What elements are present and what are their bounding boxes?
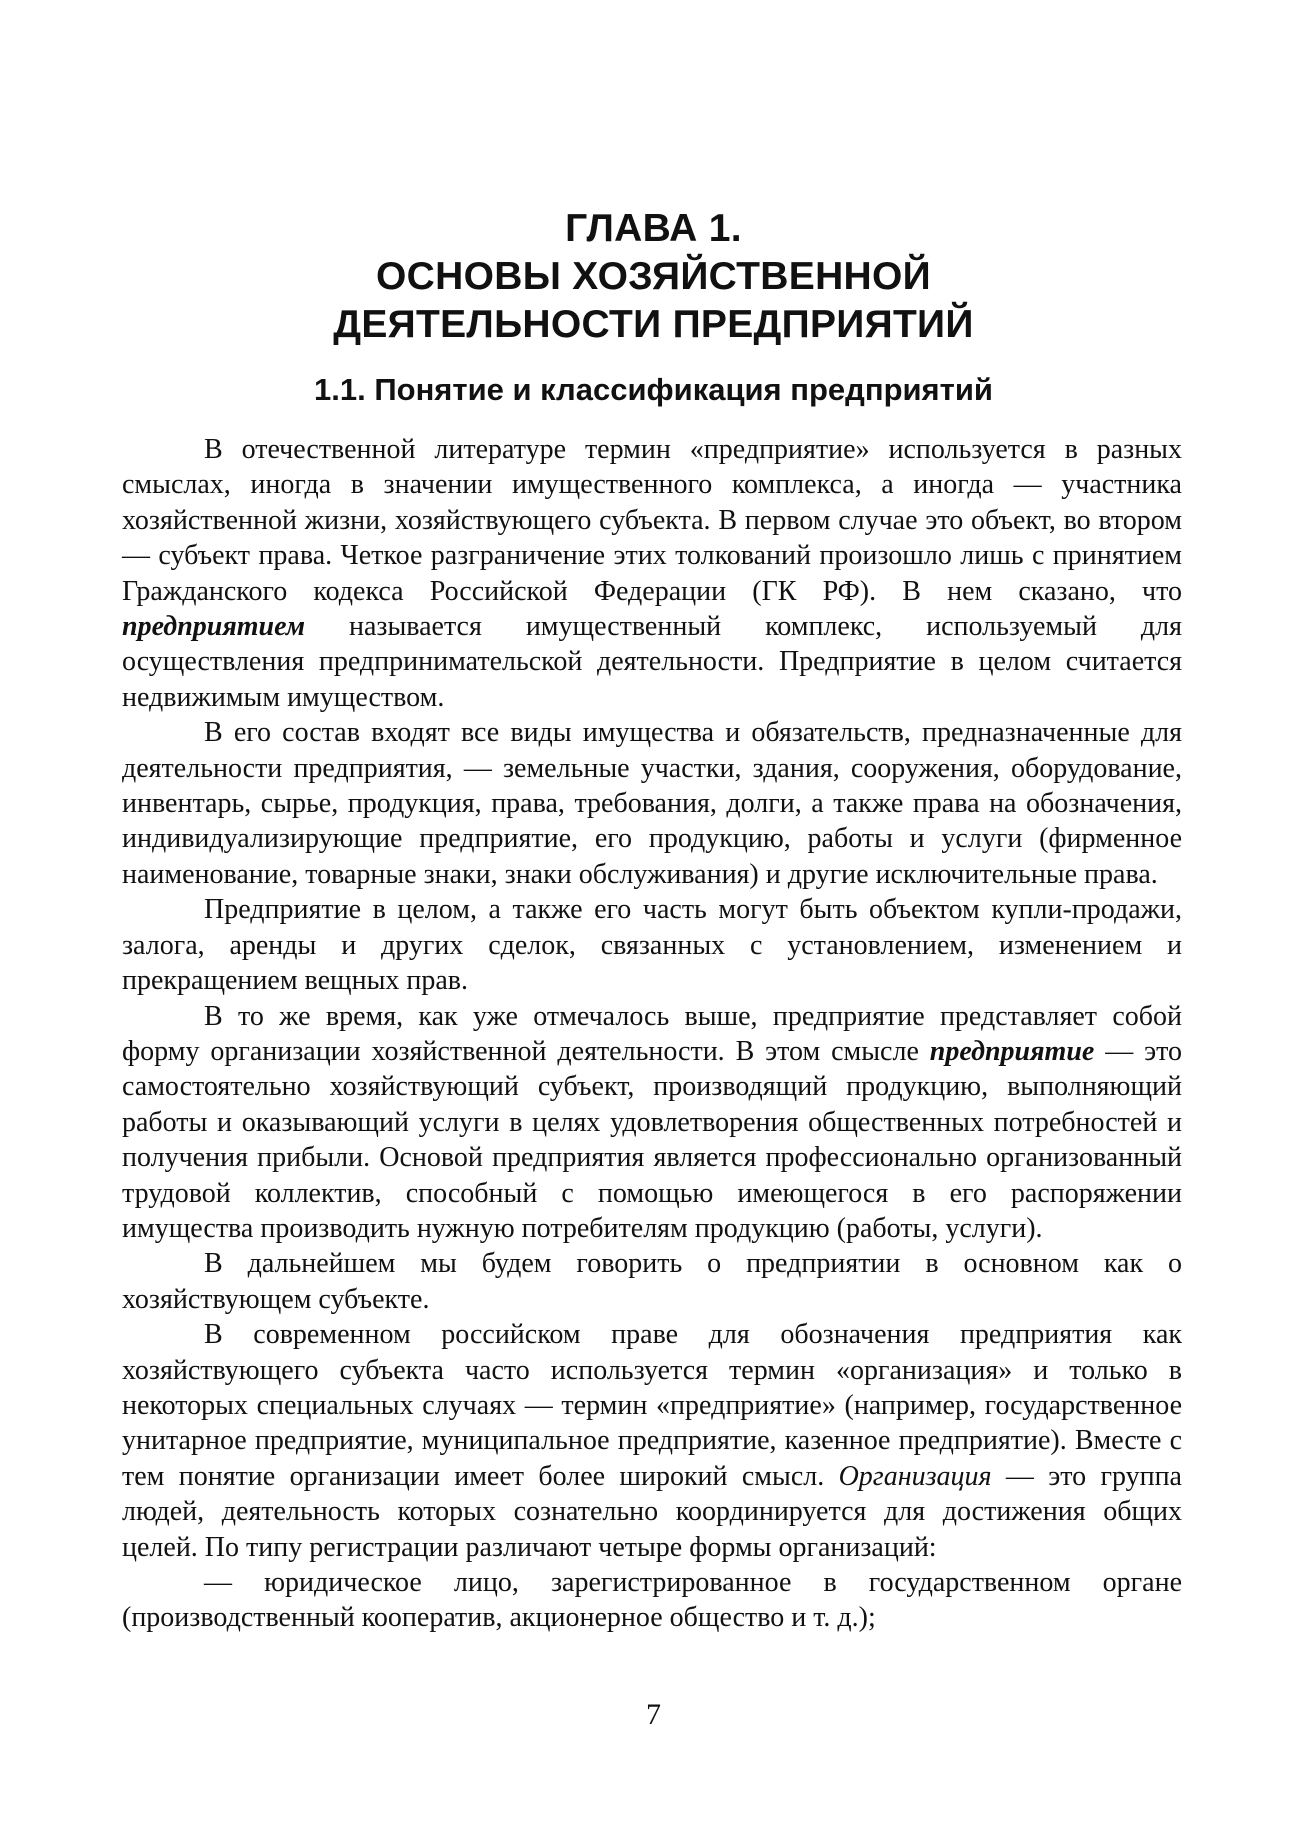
paragraph-6 — [122, 1317, 1182, 1565]
section-heading: 1.1. Понятие и классификация предприятий — [314, 372, 993, 407]
paragraph-4 — [122, 999, 1182, 1247]
body-text — [122, 432, 1182, 1636]
term-organization: Организация — [838, 1460, 992, 1492]
list-item-legal-entity: — юридическое лицо, зарегистрированное в государственном органе (производственный кооператив, акционерное общество и т. д.); — [122, 1567, 1182, 1634]
paragraph-3: Предприятие в целом, а также его часть могут быть объектом купли-продажи, залога, аренды и других сделок, связанных с установлением, изменением и прекращением вещных прав. — [122, 894, 1182, 997]
chapter-title-line-2: ДЕЯТЕЛЬНОСТИ ПРЕДПРИЯТИЙ — [333, 303, 974, 346]
paragraph-4-text-a: В то же время, как уже отмечалось выше, предприятие представляет собой форму организации хозяйственной деятельности. В этом смысле — [122, 1000, 1182, 1067]
paragraph-6-text-a: В современном российском праве для обозначения предприятия как хозяйствующего субъекта часто используется термин «организация» и только в некоторых специальных случаях — термин «предприятие» (например, государственное унитарное предприятие, муниципальное предприятие, казенное предприятие). Вместе с тем понятие организации имеет более широкий смысл. — [122, 1319, 1182, 1492]
chapter-heading — [0, 205, 1307, 349]
page-number: 7 — [646, 1698, 661, 1731]
paragraph-5: В дальнейшем мы будем говорить о предприятии в основном как о хозяйствующем субъекте. — [122, 1248, 1182, 1315]
paragraph-1-text-a: В отечественной литературе термин «предприятие» используется в разных смыслах, иногда в значении имущественного комплекса, а иногда — участника хозяйственной жизни, хозяйствующего субъекта. В первом случае это объект, во втором — субъект права. Четкое разграничение этих толкований произошло лишь с принятием Гражданского кодекса Российской Федерации (ГК РФ). В нем сказано, что — [122, 434, 1182, 607]
chapter-title-line-1: ОСНОВЫ ХОЗЯЙСТВЕННОЙ — [376, 255, 931, 298]
term-enterprise-subject: предприятие — [929, 1035, 1095, 1067]
paragraph-1-text-b: называется имущественный комплекс, используемый для осуществления предпринимательской деятельности. Предприятие в целом считается недвижимым имуществом. — [122, 611, 1182, 713]
chapter-number: ГЛАВА 1. — [565, 207, 742, 250]
paragraph-2: В его состав входят все виды имущества и обязательств, предназначенные для деятельности предприятия, — земельные участки, здания, сооружения, оборудование, инвентарь, сырье, продукция, права, требования, долги, а также права на обозначения, индивидуализирующие предприятие, его продукцию, работы и услуги (фирменное наименование, товарные знаки, знаки обслуживания) и другие исключительные права. — [122, 717, 1182, 890]
paragraph-6-text-b: — это группа людей, деятельность которых сознательно координируется для достижения общих целей. По типу регистрации различают четыре формы организаций: — [122, 1460, 1182, 1563]
paragraph-1 — [122, 432, 1182, 715]
term-enterprise-property: предприятием — [122, 611, 306, 643]
paragraph-4-text-b: — это самостоятельно хозяйствующий субъект, производящий продукцию, выполняющий работы и оказывающий услуги в целях удовлетворения общественных потребностей и получения прибыли. Основой предприятия является профессионально организованный трудовой коллектив, способный с помощью имеющегося в его распоряжении имущества производить нужную потребителям продукцию (работы, услуги). — [122, 1035, 1182, 1244]
